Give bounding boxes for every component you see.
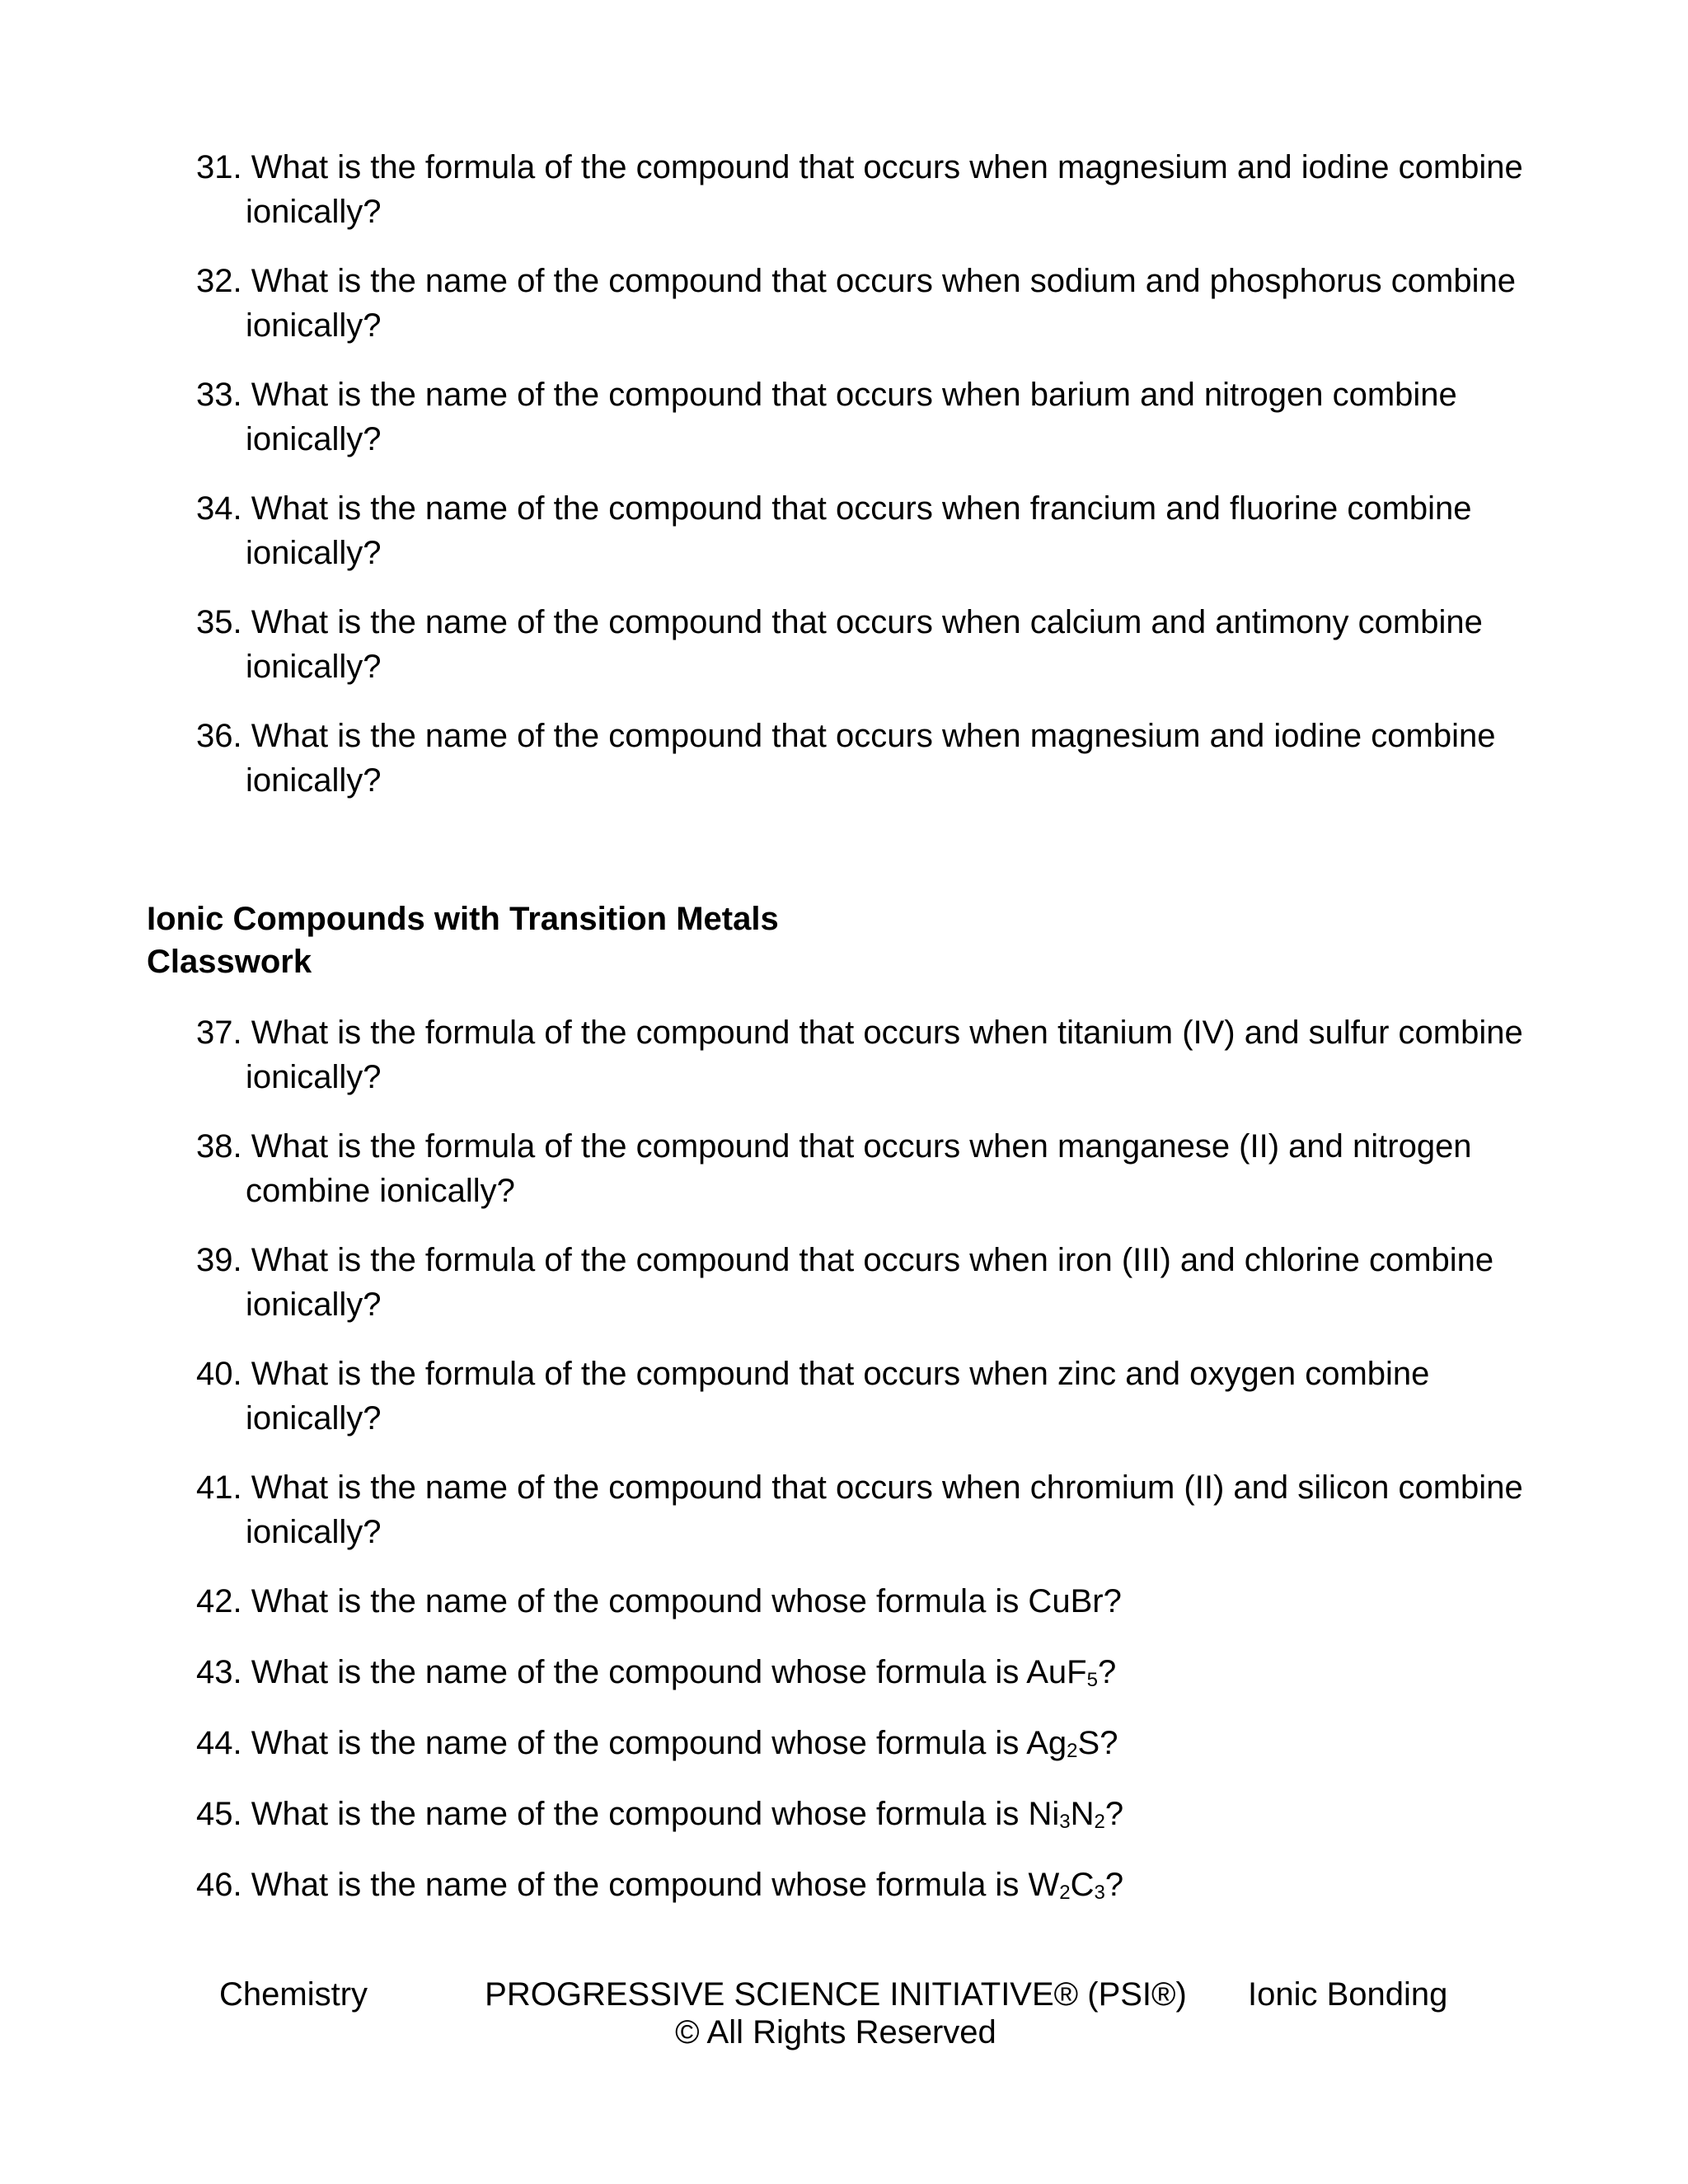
question-number: 37. (196, 1015, 242, 1051)
question-text-continued: ionically? (246, 307, 382, 344)
footer-publisher: PROGRESSIVE SCIENCE INITIATIVE® (PSI®) (485, 1976, 1187, 2013)
footer-copyright: © All Rights Reserved (675, 2014, 996, 2050)
question-44 (196, 1721, 1564, 1765)
question-text-continued: combine ionically? (246, 1173, 515, 1209)
question-number: 40. (196, 1356, 242, 1392)
question-42 (196, 1579, 1564, 1624)
question-text: What is the name of the compound whose formula is (251, 1654, 1027, 1690)
question-35 (196, 600, 1564, 689)
question-34 (196, 486, 1564, 575)
question-text: What is the formula of the compound that occurs when manganese (II) and nitrogen (251, 1128, 1472, 1165)
question-38 (196, 1124, 1564, 1213)
section-title: Ionic Compounds with Transition Metals (147, 901, 779, 937)
question-text: What is the formula of the compound that occurs when titanium (IV) and sulfur combine (251, 1015, 1523, 1051)
question-text: What is the formula of the compound that occurs when zinc and oxygen combine (251, 1356, 1430, 1392)
question-number: 34. (196, 490, 242, 527)
question-number: 31. (196, 149, 242, 185)
question-text: What is the formula of the compound that occurs when iron (III) and chlorine combine (251, 1242, 1494, 1278)
question-31 (196, 145, 1564, 234)
formula-subscript: 3 (1059, 1811, 1071, 1833)
question-number: 38. (196, 1128, 242, 1165)
chemical-formula: $Ag_2S$ (1026, 1725, 1100, 1762)
question-43 (196, 1650, 1564, 1694)
question-number: 43. (196, 1654, 242, 1690)
question-text: What is the name of the compound that occurs when barium and nitrogen combine (251, 377, 1457, 413)
question-text: What is the name of the compound that occurs when chromium (II) and silicon combine (251, 1469, 1523, 1506)
question-36 (196, 714, 1564, 803)
question-text: What is the formula of the compound that occurs when magnesium and iodine combine (251, 149, 1523, 185)
footer-subject: Chemistry (219, 1976, 368, 2013)
question-46 (196, 1863, 1564, 1907)
question-32 (196, 259, 1564, 348)
question-text: What is the name of the compound that occurs when calcium and antimony combine (251, 604, 1483, 640)
question-37 (196, 1010, 1564, 1099)
chemical-formula: $Ni_3N_2$ (1028, 1796, 1105, 1833)
question-text: What is the name of the compound that occurs when sodium and phosphorus combine (251, 263, 1516, 299)
question-text: What is the name of the compound that occurs when magnesium and iodine combine (251, 718, 1496, 754)
chemical-formula: AuF$_5$ (1026, 1654, 1098, 1691)
formula-subscript: 2 (1067, 1740, 1078, 1762)
question-end: ? (1104, 1867, 1124, 1903)
formula-subscript: 3 (1094, 1882, 1105, 1904)
question-number: 32. (196, 263, 242, 299)
question-end: ? (1097, 1654, 1117, 1690)
question-number: 44. (196, 1725, 242, 1761)
question-text-continued: ionically? (246, 649, 382, 685)
question-text: What is the name of the compound whose formula is CuBr? (251, 1583, 1122, 1619)
question-text-continued: ionically? (246, 762, 382, 799)
question-text-continued: ionically? (246, 1286, 382, 1323)
question-text: What is the name of the compound that occurs when francium and fluorine combine (251, 490, 1472, 527)
section-subtitle: Classwork (147, 944, 312, 980)
question-41 (196, 1465, 1564, 1554)
formula-subscript: 2 (1094, 1811, 1105, 1833)
question-40 (196, 1352, 1564, 1441)
question-number: 36. (196, 718, 242, 754)
question-number: 45. (196, 1796, 242, 1832)
question-text: What is the name of the compound whose formula is (251, 1796, 1029, 1832)
question-text: What is the name of the compound whose formula is (251, 1725, 1027, 1761)
question-number: 39. (196, 1242, 242, 1278)
chemical-formula: $W_2C_3$ (1028, 1867, 1105, 1904)
question-number: 35. (196, 604, 242, 640)
question-45 (196, 1792, 1564, 1836)
footer-unit: Ionic Bonding (1248, 1976, 1448, 2013)
question-39 (196, 1238, 1564, 1327)
question-text-continued: ionically? (246, 1400, 382, 1436)
question-number: 46. (196, 1867, 242, 1903)
question-text-continued: ionically? (246, 535, 382, 571)
question-text: What is the name of the compound whose formula is (251, 1867, 1029, 1903)
question-text-continued: ionically? (246, 194, 382, 230)
formula-subscript: 2 (1059, 1882, 1071, 1904)
question-text-continued: ionically? (246, 1514, 382, 1550)
formula-subscript: 5 (1086, 1669, 1098, 1691)
question-33 (196, 373, 1564, 462)
question-number: 33. (196, 377, 242, 413)
question-number: 42. (196, 1583, 242, 1619)
question-end: ? (1100, 1725, 1118, 1761)
question-end: ? (1104, 1796, 1124, 1832)
question-number: 41. (196, 1469, 242, 1506)
question-text-continued: ionically? (246, 1059, 382, 1095)
question-text-continued: ionically? (246, 421, 382, 457)
